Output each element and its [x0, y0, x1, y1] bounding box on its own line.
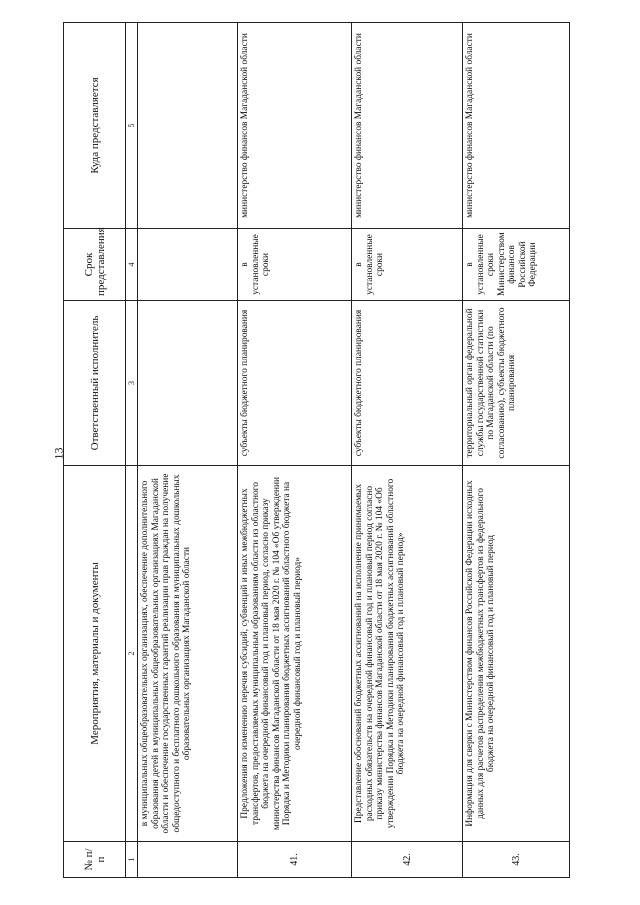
- table-row-continuation: [138, 23, 238, 878]
- column-numbers-row: [126, 23, 138, 878]
- deadline-text: в установленные сроки: [354, 234, 385, 295]
- column-number: 3: [126, 301, 138, 466]
- row-executor: [463, 301, 570, 466]
- row-recipient: [352, 23, 463, 229]
- row-number: 43.: [463, 842, 570, 878]
- measure-text: Информация для сверки с Министерством финансов Российской Федерации исходных данных для расчетов распределения межбюджетных трансфертов из федерального бюджета на очередной финансовый год и плановый период: [465, 480, 496, 827]
- table-row: [463, 23, 570, 878]
- row-number: 42.: [352, 842, 463, 878]
- recipient-text: министерство финансов Магаданской области: [354, 33, 364, 218]
- row-recipient: [463, 23, 570, 229]
- deadline-text: в установленные сроки Министерством финансов Российской Федерации: [465, 232, 538, 296]
- header-deadline: Срок представления: [64, 229, 126, 301]
- recipient-text: министерство финансов Магаданской области: [465, 33, 475, 218]
- header-number: № п/п: [64, 842, 126, 878]
- row-measure: [238, 466, 352, 842]
- page-number: 13: [51, 447, 66, 460]
- measure-text: Предложения по изменению перечня субсидий, субвенций и иных межбюджетных трансфертов, предоставляемых муниципальным образованиям области из областного бюджета на очередной финансовый год и плановый период, согласно приказу министерства финансов Магаданской области от 18 мая 2020 г. № 104 «Об утверждении Порядка и Методики планирования бюджетных ассигнований областного бюджета на очередной финансовый год и плановый период»: [240, 476, 303, 831]
- row-executor: [138, 301, 238, 466]
- executor-text: территориальный орган федеральной службы государственной статистики по Магаданской области (по согласованию), субъекты бюджетного планирования: [465, 307, 517, 459]
- row-measure: [352, 466, 463, 842]
- measure-text: Представление обоснований бюджетных ассигнований на исполнение принимаемых расходных обязательств на очередной финансовый год и плановый период согласно приказу министерства финансов Магаданской области от 18 мая 2020 г. № 104 «Об утверждении Порядка и Методики планирования бюджетных ассигнований областного бюджета на очередной финансовый год и плановый период»: [354, 478, 406, 829]
- row-deadline: [463, 229, 570, 301]
- measure-text: в муниципальных общеобразовательных организациях, обеспечение дополнительного образования детей в муниципальных общеобразовательных организациях Магаданской области и обеспечение государственных гарантий реализации прав граждан на получение общедоступного и бесплатного дошкольного образования в муниципальных дошкольных образовательных организациях Магаданской области: [140, 473, 192, 834]
- executor-text: субъекты бюджетного планирования: [354, 309, 364, 457]
- row-recipient: [238, 23, 352, 229]
- row-deadline: [238, 229, 352, 301]
- row-measure: [138, 466, 238, 842]
- table-row: [238, 23, 352, 878]
- column-number: 1: [126, 842, 138, 878]
- row-executor: [352, 301, 463, 466]
- row-measure: [463, 466, 570, 842]
- table-header-row: [64, 23, 126, 878]
- deadline-text: в установленные сроки: [240, 234, 271, 295]
- rotated-table-container: [63, 23, 603, 878]
- row-number: 41.: [238, 842, 352, 878]
- row-executor: [238, 301, 352, 466]
- row-recipient: [138, 23, 238, 229]
- row-deadline: [138, 229, 238, 301]
- column-number: 5: [126, 23, 138, 229]
- header-recipient: Куда представляется: [64, 23, 126, 229]
- header-executor: Ответственный исполнитель: [64, 301, 126, 466]
- table-row: [352, 23, 463, 878]
- column-number: 2: [126, 466, 138, 842]
- recipient-text: министерство финансов Магаданской области: [240, 33, 250, 218]
- measures-table: [63, 22, 570, 878]
- executor-text: субъекты бюджетного планирования: [240, 309, 250, 457]
- row-number: [138, 842, 238, 878]
- column-number: 4: [126, 229, 138, 301]
- row-deadline: [352, 229, 463, 301]
- header-measures: Мероприятия, материалы и документы: [64, 466, 126, 842]
